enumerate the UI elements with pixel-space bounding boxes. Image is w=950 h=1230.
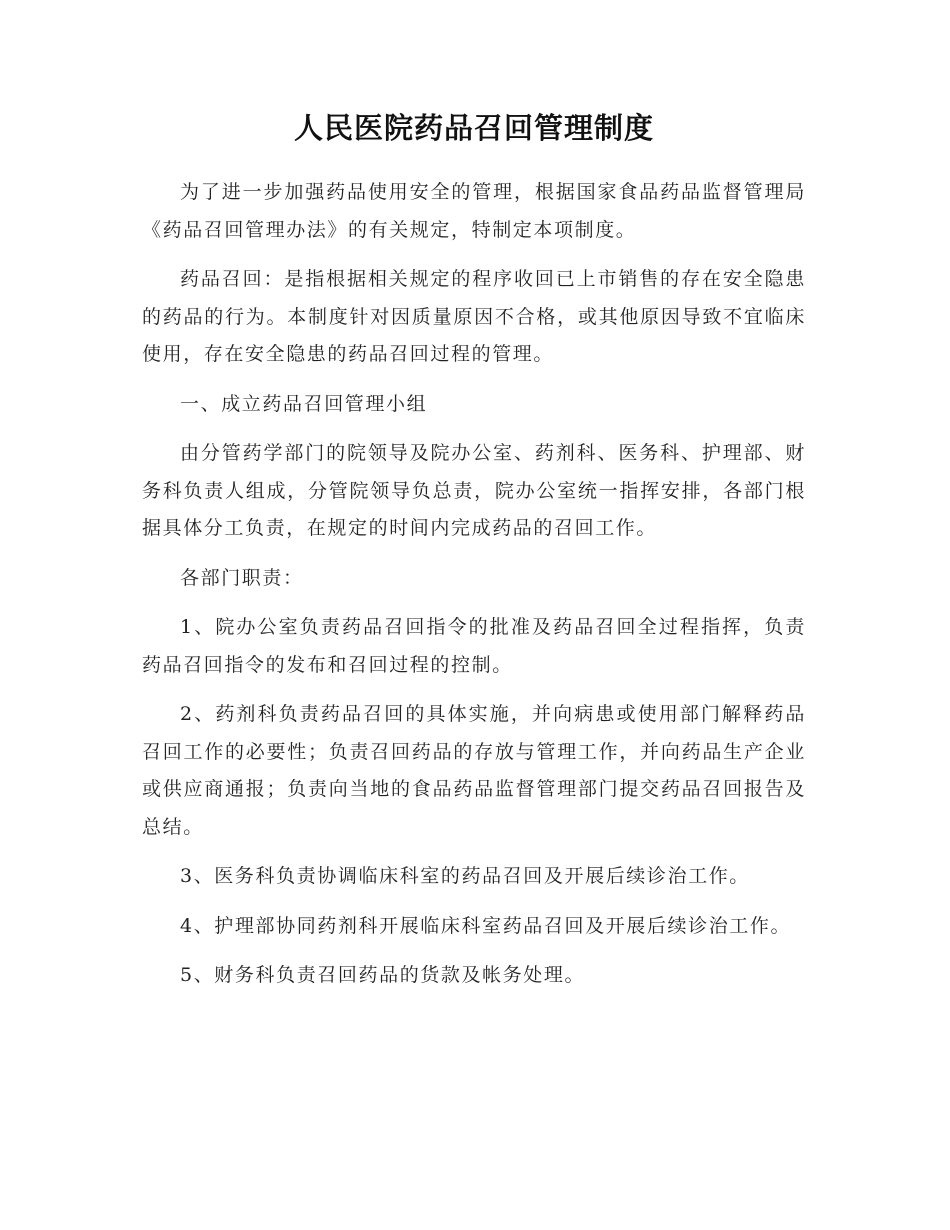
paragraph-duties-heading: 各部门职责：	[180, 566, 304, 589]
paragraph-intro: 为了进一步加强药品使用安全的管理，根据国家食品药品监督管理局《药品召回管理办法》的有关规定，特制定本项制度。	[142, 181, 806, 241]
paragraph-duty-4: 4、护理部协同药剂科开展临床科室药品召回及开展后续诊治工作。	[180, 914, 792, 937]
section-heading-1: 一、成立药品召回管理小组	[180, 392, 428, 415]
paragraph-duty-3: 3、医务科负责协调临床科室的药品召回及开展后续诊治工作。	[180, 865, 750, 887]
paragraph-duty-2: 2、药剂科负责药品召回的具体实施，并向病患或使用部门解释药品召回工作的必要性；负责召回药品的存放与管理工作，并向药品生产企业或供应商通报；负责向当地的食品药品监督管理部门提交药品召回报告及总结。	[142, 703, 806, 838]
paragraph-duty-1: 1、院办公室负责药品召回指令的批准及药品召回全过程指挥，负责药品召回指令的发布和召回过程的控制。	[142, 616, 806, 676]
paragraph-group-members: 由分管药学部门的院领导及院办公室、药剂科、医务科、护理部、财务科负责人组成，分管院领导负总责，院办公室统一指挥安排，各部门根据具体分工负责，在规定的时间内完成药品的召回工作。	[142, 442, 806, 539]
paragraph-duty-5: 5、财务科负责召回药品的货款及帐务处理。	[180, 964, 586, 986]
document-title: 人民医院药品召回管理制度	[293, 111, 654, 145]
paragraph-definition: 药品召回：是指根据相关规定的程序收回已上市销售的存在安全隐患的药品的行为。本制度针对因质量原因不合格，或其他原因导致不宜临床使用，存在安全隐患的药品召回过程的管理。	[142, 268, 806, 365]
